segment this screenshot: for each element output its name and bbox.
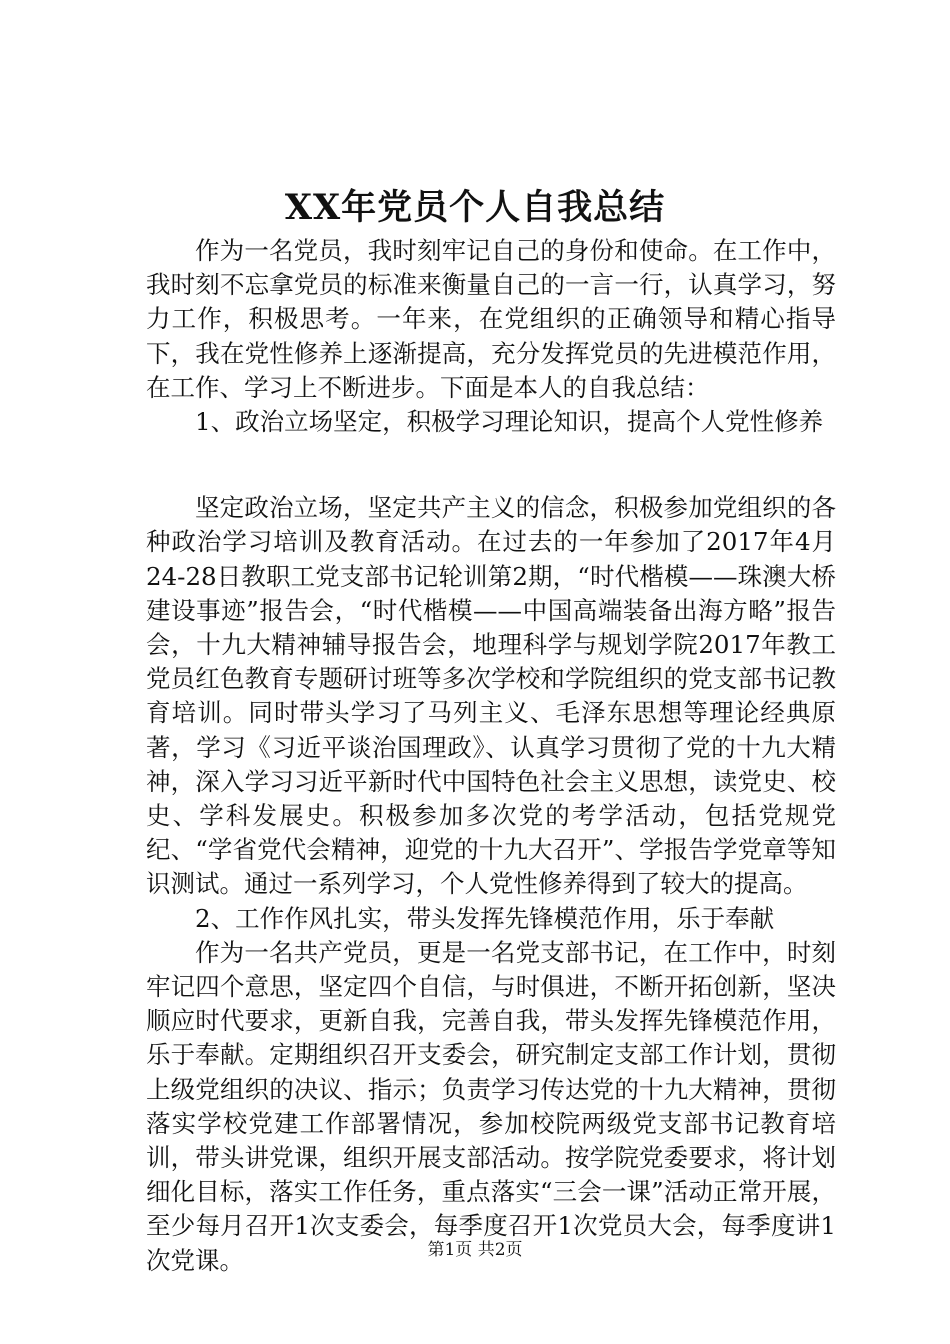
section-heading-2: 2、工作作风扎实，带头发挥先锋模范作用，乐于奉献 [195,903,775,933]
section-paragraph-1: 坚定政治立场，坚定共产主义的信念，积极参加党组织的各种政治学习培训及教育活动。在过去的一年参加了2017年4月24-28日教职工党支部书记轮训第2期，“时代楷模——珠澳大桥建设事迹”报告会，“时代楷模——中国高端装备出海方略”报告会，十九大精神辅导报告会，地理科学与规划学院2017年教工党员红色教育专题研讨班等多次学校和学院组织的党支部书记教育培训。同时带头学习了马列主义、毛泽东思想等理论经典原著，学习《习近平谈治国理政》、认真学习贯彻了党的十九大精神，深入学习习近平新时代中国特色社会主义思想，读党史、校史、学科发展史。积极参加多次党的考学活动，包括党规党纪、“学省党代会精神，迎党的十九大召开”、学报告学党章等知识测试。通过一系列学习，个人党性修养得到了较大的提高。 [146,493,836,899]
paragraph-spacer [146,439,836,491]
document-title: XX年党员个人自我总结 [284,187,666,228]
document-body [146,234,836,1278]
intro-paragraph: 作为一名党员，我时刻牢记自己的身份和使命。在工作中，我时刻不忘拿党员的标准来衡量自己的一言一行，认真学习，努力工作，积极思考。一年来，在党组织的正确领导和精心指导下，我在党性修养上逐渐提高，充分发挥党员的先进模范作用，在工作、学习上不断进步。下面是本人的自我总结： [146,236,836,402]
page-number: 第1页 共2页 [427,1240,523,1260]
section-heading-1: 1、政治立场坚定，积极学习理论知识，提高个人党性修养 [195,407,824,437]
section-paragraph-2: 作为一名共产党员，更是一名党支部书记，在工作中，时刻牢记四个意思，坚定四个自信，与时俱进，不断开拓创新，坚决顺应时代要求，更新自我，完善自我，带头发挥先锋模范作用，乐于奉献。定期组织召开支委会，研究制定支部工作计划，贯彻上级党组织的决议、指示；负责学习传达党的十九大精神，贯彻落实学校党建工作部署情况，参加校院两级党支部书记教育培训，带头讲党课，组织开展支部活动。按学院党委要求，将计划细化目标，落实工作任务，重点落实“三会一课”活动正常开展，至少每月召开1次支委会，每季度召开1次党员大会，每季度讲1次党课。 [146,937,836,1275]
